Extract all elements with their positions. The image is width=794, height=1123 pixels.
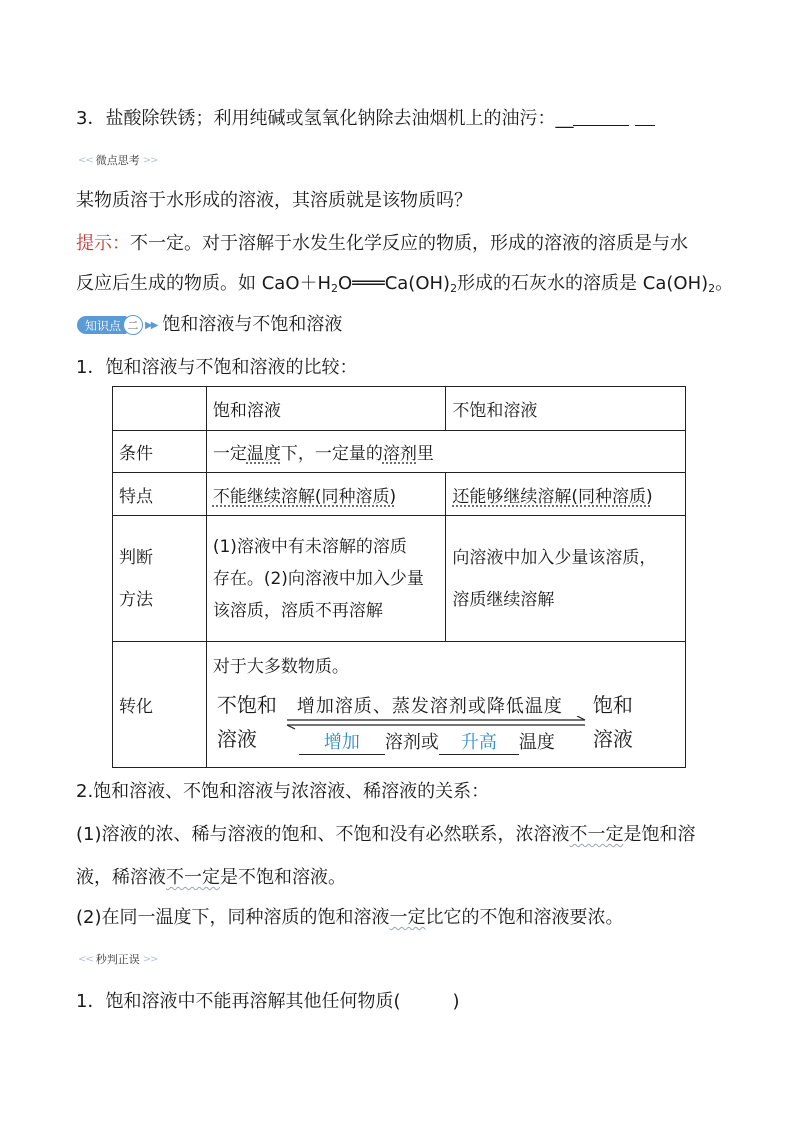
fill-answer-raise: 升高 [460, 732, 497, 753]
answer-blank-end[interactable] [635, 107, 655, 126]
relation-p1-line1: (1)溶液的浓、稀与溶液的饱和、不饱和没有必然联系，浓溶液不一定是饱和溶 [76, 824, 696, 845]
convert-top-condition: 增加溶质、蒸发溶剂或降低温度 [296, 696, 563, 717]
convert-left: 不饱和 溶液 [216, 693, 277, 751]
table-header-row [113, 387, 686, 431]
section-tag-think: << 微点思考 >> [78, 154, 158, 167]
feature-saturated: 不能继续溶解(同种溶质) [206, 473, 446, 516]
knowledge-badge: 知识点 [77, 316, 127, 334]
judge-saturated: (1)溶液中有未溶解的溶质 存在。(2)向溶液中加入少量 该溶质，溶质不再溶解 [206, 516, 446, 642]
knowledge-title: 饱和溶液与不饱和溶液 [162, 314, 343, 335]
answer-blank[interactable] [573, 107, 629, 126]
hint-line-2: 反应后生成的物质。如 $CaO+H_2O═══Ca(OH)_2$形成的石灰水的溶质是 $Ca(OH)_2$。 [76, 273, 734, 295]
row-label-convert: 转化 [113, 642, 207, 768]
table-header-unsaturated: 不饱和溶液 [446, 387, 686, 431]
tag-right-decoration-icon: >> [142, 154, 158, 166]
table-header-saturated: 饱和溶液 [206, 387, 446, 431]
knowledge-number: 二 [123, 315, 143, 335]
feature-unsaturated: 还能够继续溶解(同种溶质) [446, 473, 686, 516]
table-row-convert [113, 642, 686, 768]
hint-label: 提示： [76, 233, 130, 254]
relation-p2: (2)在同一温度下，同种溶质的饱和溶液一定比它的不饱和溶液要浓。 [76, 907, 624, 928]
convert-cell [206, 642, 685, 768]
tag-right-decoration-icon: >> [142, 953, 158, 965]
table-header-cell-empty [113, 387, 207, 431]
relation-p1-line2: 液，稀溶液不一定是不饱和溶液。 [76, 867, 346, 888]
question-3: 3．盐酸除铁锈；利用纯碱或氢氧化钠除去油烟机上的油污：__ [76, 107, 655, 131]
section-tag-judge: << 秒判正误 >> [78, 953, 158, 966]
convert-right: 饱和 溶液 [592, 693, 633, 751]
row-label-feature: 特点 [113, 473, 207, 516]
judge-unsaturated: 向溶液中加入少量该溶质， 溶质继续溶解 [446, 516, 686, 642]
table-row-judge [113, 516, 686, 642]
comparison-table [112, 386, 686, 768]
judge-question-1: 1．饱和溶液中不能再溶解其他任何物质( ) [76, 991, 460, 1012]
table-row-feature [113, 473, 686, 516]
tag-left-decoration-icon: << [78, 953, 93, 965]
double-arrow-icon: ▶▶ [145, 319, 157, 331]
row-label-judge: 判断 方法 [113, 516, 207, 642]
convert-intro: 对于大多数物质。 [212, 657, 349, 677]
convert-bottom-condition: 增加 溶剂或 升高 温度 [299, 728, 555, 755]
compare-heading: 1．饱和溶液与不饱和溶液的比较： [76, 357, 358, 378]
tag-left-decoration-icon: << [78, 154, 93, 166]
row-label-condition: 条件 [113, 431, 207, 473]
hint-line-1: 提示：不一定。对于溶解于水发生化学反应的物质，形成的溶液的溶质是与水 [76, 233, 688, 254]
table-row-condition [113, 431, 686, 473]
think-question: 某物质溶于水形成的溶液，其溶质就是该物质吗？ [76, 190, 472, 211]
fill-answer-add: 增加 [323, 732, 360, 753]
condition-text: 一定温度下，一定量的溶剂里 [206, 431, 685, 473]
knowledge-heading [77, 313, 342, 337]
relation-heading: 2.饱和溶液、不饱和溶液与浓溶液、稀溶液的关系： [76, 781, 490, 802]
